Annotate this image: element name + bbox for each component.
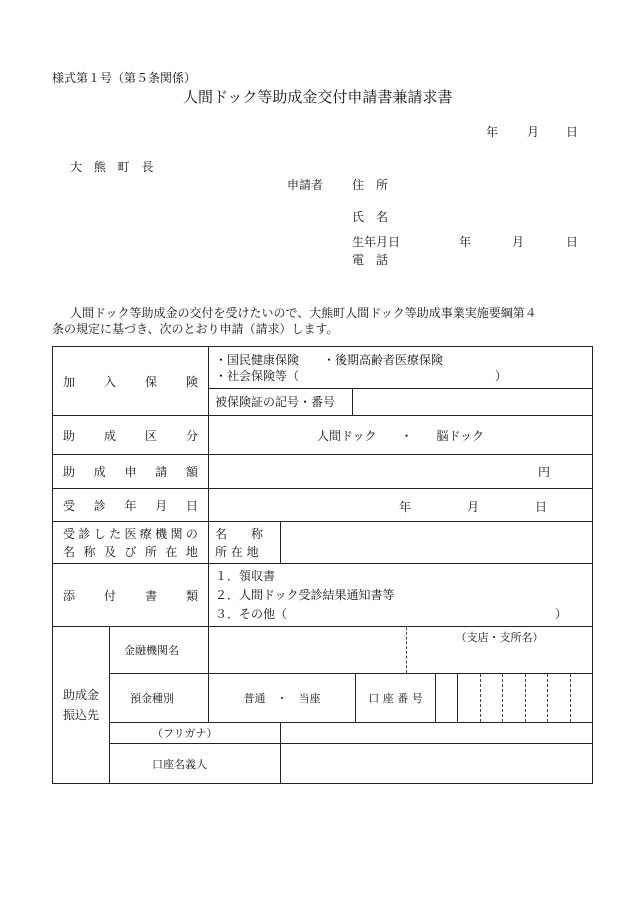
- visit-year: 年: [399, 500, 412, 514]
- attach-item-3[interactable]: ３．その他（: [215, 606, 288, 621]
- holder-input-cell[interactable]: [281, 744, 593, 784]
- insurance-card-label: 被保険証の記号・番号: [209, 389, 353, 415]
- insurance-card-cell[interactable]: [209, 389, 593, 416]
- attach-label-cell: [53, 564, 209, 627]
- account-digit-box[interactable]: [481, 674, 503, 722]
- kana-label-cell: [110, 723, 281, 744]
- insurance-opt-elderly[interactable]: ・後期高齢者医療保険: [323, 352, 444, 367]
- kana-label: （フリガナ）: [152, 727, 218, 740]
- applicant-birth-label: 生年月日: [352, 235, 401, 249]
- account-number-label-cell: [356, 674, 436, 722]
- transfer-label-cell: [53, 627, 110, 784]
- deposit-type-select[interactable]: [209, 674, 356, 722]
- bank-label: 金融機関名: [124, 644, 179, 657]
- visit-label: 受 診 年 月 日: [63, 498, 198, 513]
- insurance-opt-close: ）: [495, 368, 508, 383]
- category-value[interactable]: 人間ドック ・ 脳ドック: [316, 428, 485, 443]
- visit-label-cell: [53, 489, 209, 522]
- kana-input-cell[interactable]: [281, 723, 593, 744]
- deposit-account-cell[interactable]: [209, 674, 593, 723]
- applicant-name-label: 氏 名: [352, 210, 389, 224]
- attach-list-cell[interactable]: [209, 564, 593, 627]
- visit-day: 日: [535, 500, 548, 514]
- account-number-boxes[interactable]: [436, 674, 592, 722]
- attach-item-2: ２．人間ドック受診結果通知書等: [215, 587, 395, 602]
- bank-input-cell[interactable]: [209, 627, 593, 674]
- account-digit-box[interactable]: [548, 674, 570, 722]
- attach-item-3-close: ）: [555, 606, 568, 621]
- branch-label: （支店・支所名）: [455, 631, 544, 644]
- deposit-label: 預金種別: [130, 692, 174, 705]
- account-digit-box[interactable]: [503, 674, 525, 722]
- bank-label-cell: [110, 627, 209, 674]
- branch-input[interactable]: [407, 627, 592, 673]
- amount-label-cell: [53, 455, 209, 489]
- inst-name-label: 名 称: [215, 526, 264, 541]
- application-table: [52, 346, 593, 784]
- account-digit-box[interactable]: [526, 674, 548, 722]
- amount-input-cell[interactable]: [209, 455, 593, 489]
- amount-label: 助 成 申 請 額: [63, 465, 198, 479]
- insurance-label: 加 入 保 険: [63, 374, 198, 389]
- institution-label-1: 受 診 し た 医 療 機 関 の: [63, 526, 198, 541]
- category-value-cell[interactable]: [209, 416, 593, 455]
- applicant-label: 申請者: [287, 178, 324, 192]
- date-month: 月: [527, 125, 540, 139]
- account-digit-box[interactable]: [571, 674, 592, 722]
- deposit-label-cell: [110, 674, 209, 723]
- transfer-label-1: 助成金: [62, 688, 99, 702]
- insurance-opt-social[interactable]: ・社会保険等（: [215, 368, 300, 383]
- deposit-value[interactable]: 普通 ・ 当座: [243, 692, 321, 705]
- institution-input-cell[interactable]: [281, 522, 593, 564]
- inst-address-label: 所 在 地: [215, 544, 259, 559]
- birth-day: 日: [566, 235, 579, 249]
- intro-text-2: 条の規定に基づき、次のとおり申請（請求）します。: [52, 322, 339, 336]
- attach-label: 添 付 書 類: [63, 588, 198, 603]
- visit-month: 月: [467, 500, 480, 514]
- holder-label-cell: [110, 744, 281, 784]
- account-number-label: 口 座 番 号: [368, 692, 423, 705]
- institution-sublabel-cell: [209, 522, 281, 564]
- account-digit-box[interactable]: [436, 674, 458, 722]
- applicant-phone-label: 電 話: [352, 253, 389, 267]
- insurance-options-cell[interactable]: [209, 347, 593, 389]
- institution-label-2: 名 称 及 び 所 在 地: [63, 544, 198, 559]
- applicant-address-label: 住 所: [352, 178, 389, 192]
- transfer-label-2: 振込先: [62, 708, 99, 722]
- visit-date-cell[interactable]: [209, 489, 593, 522]
- birth-month: 月: [512, 235, 525, 249]
- account-digit-box[interactable]: [458, 674, 480, 722]
- birth-year: 年: [459, 235, 472, 249]
- date-day: 日: [566, 125, 579, 139]
- intro-text-1: 人間ドック等助成金の交付を受けたいので、大熊町人間ドック等助成事業実施要綱第４: [70, 306, 537, 320]
- form-number: 様式第１号（第５条関係）: [52, 71, 197, 85]
- insurance-label-cell: [53, 347, 209, 416]
- date-year: 年: [486, 125, 499, 139]
- category-label: 助 成 区 分: [63, 428, 198, 443]
- insurance-opt-national[interactable]: ・国民健康保険: [215, 352, 300, 367]
- amount-unit: 円: [537, 465, 550, 479]
- category-label-cell: [53, 416, 209, 455]
- form-title: 人間ドック等助成金交付申請書兼請求書: [183, 88, 453, 106]
- holder-label: 口座名義人: [152, 757, 207, 771]
- institution-label-cell: [53, 522, 209, 564]
- attach-item-1: １．領収書: [215, 568, 276, 583]
- bank-name-input[interactable]: [209, 627, 407, 673]
- addressee: 大 熊 町 長: [70, 160, 158, 174]
